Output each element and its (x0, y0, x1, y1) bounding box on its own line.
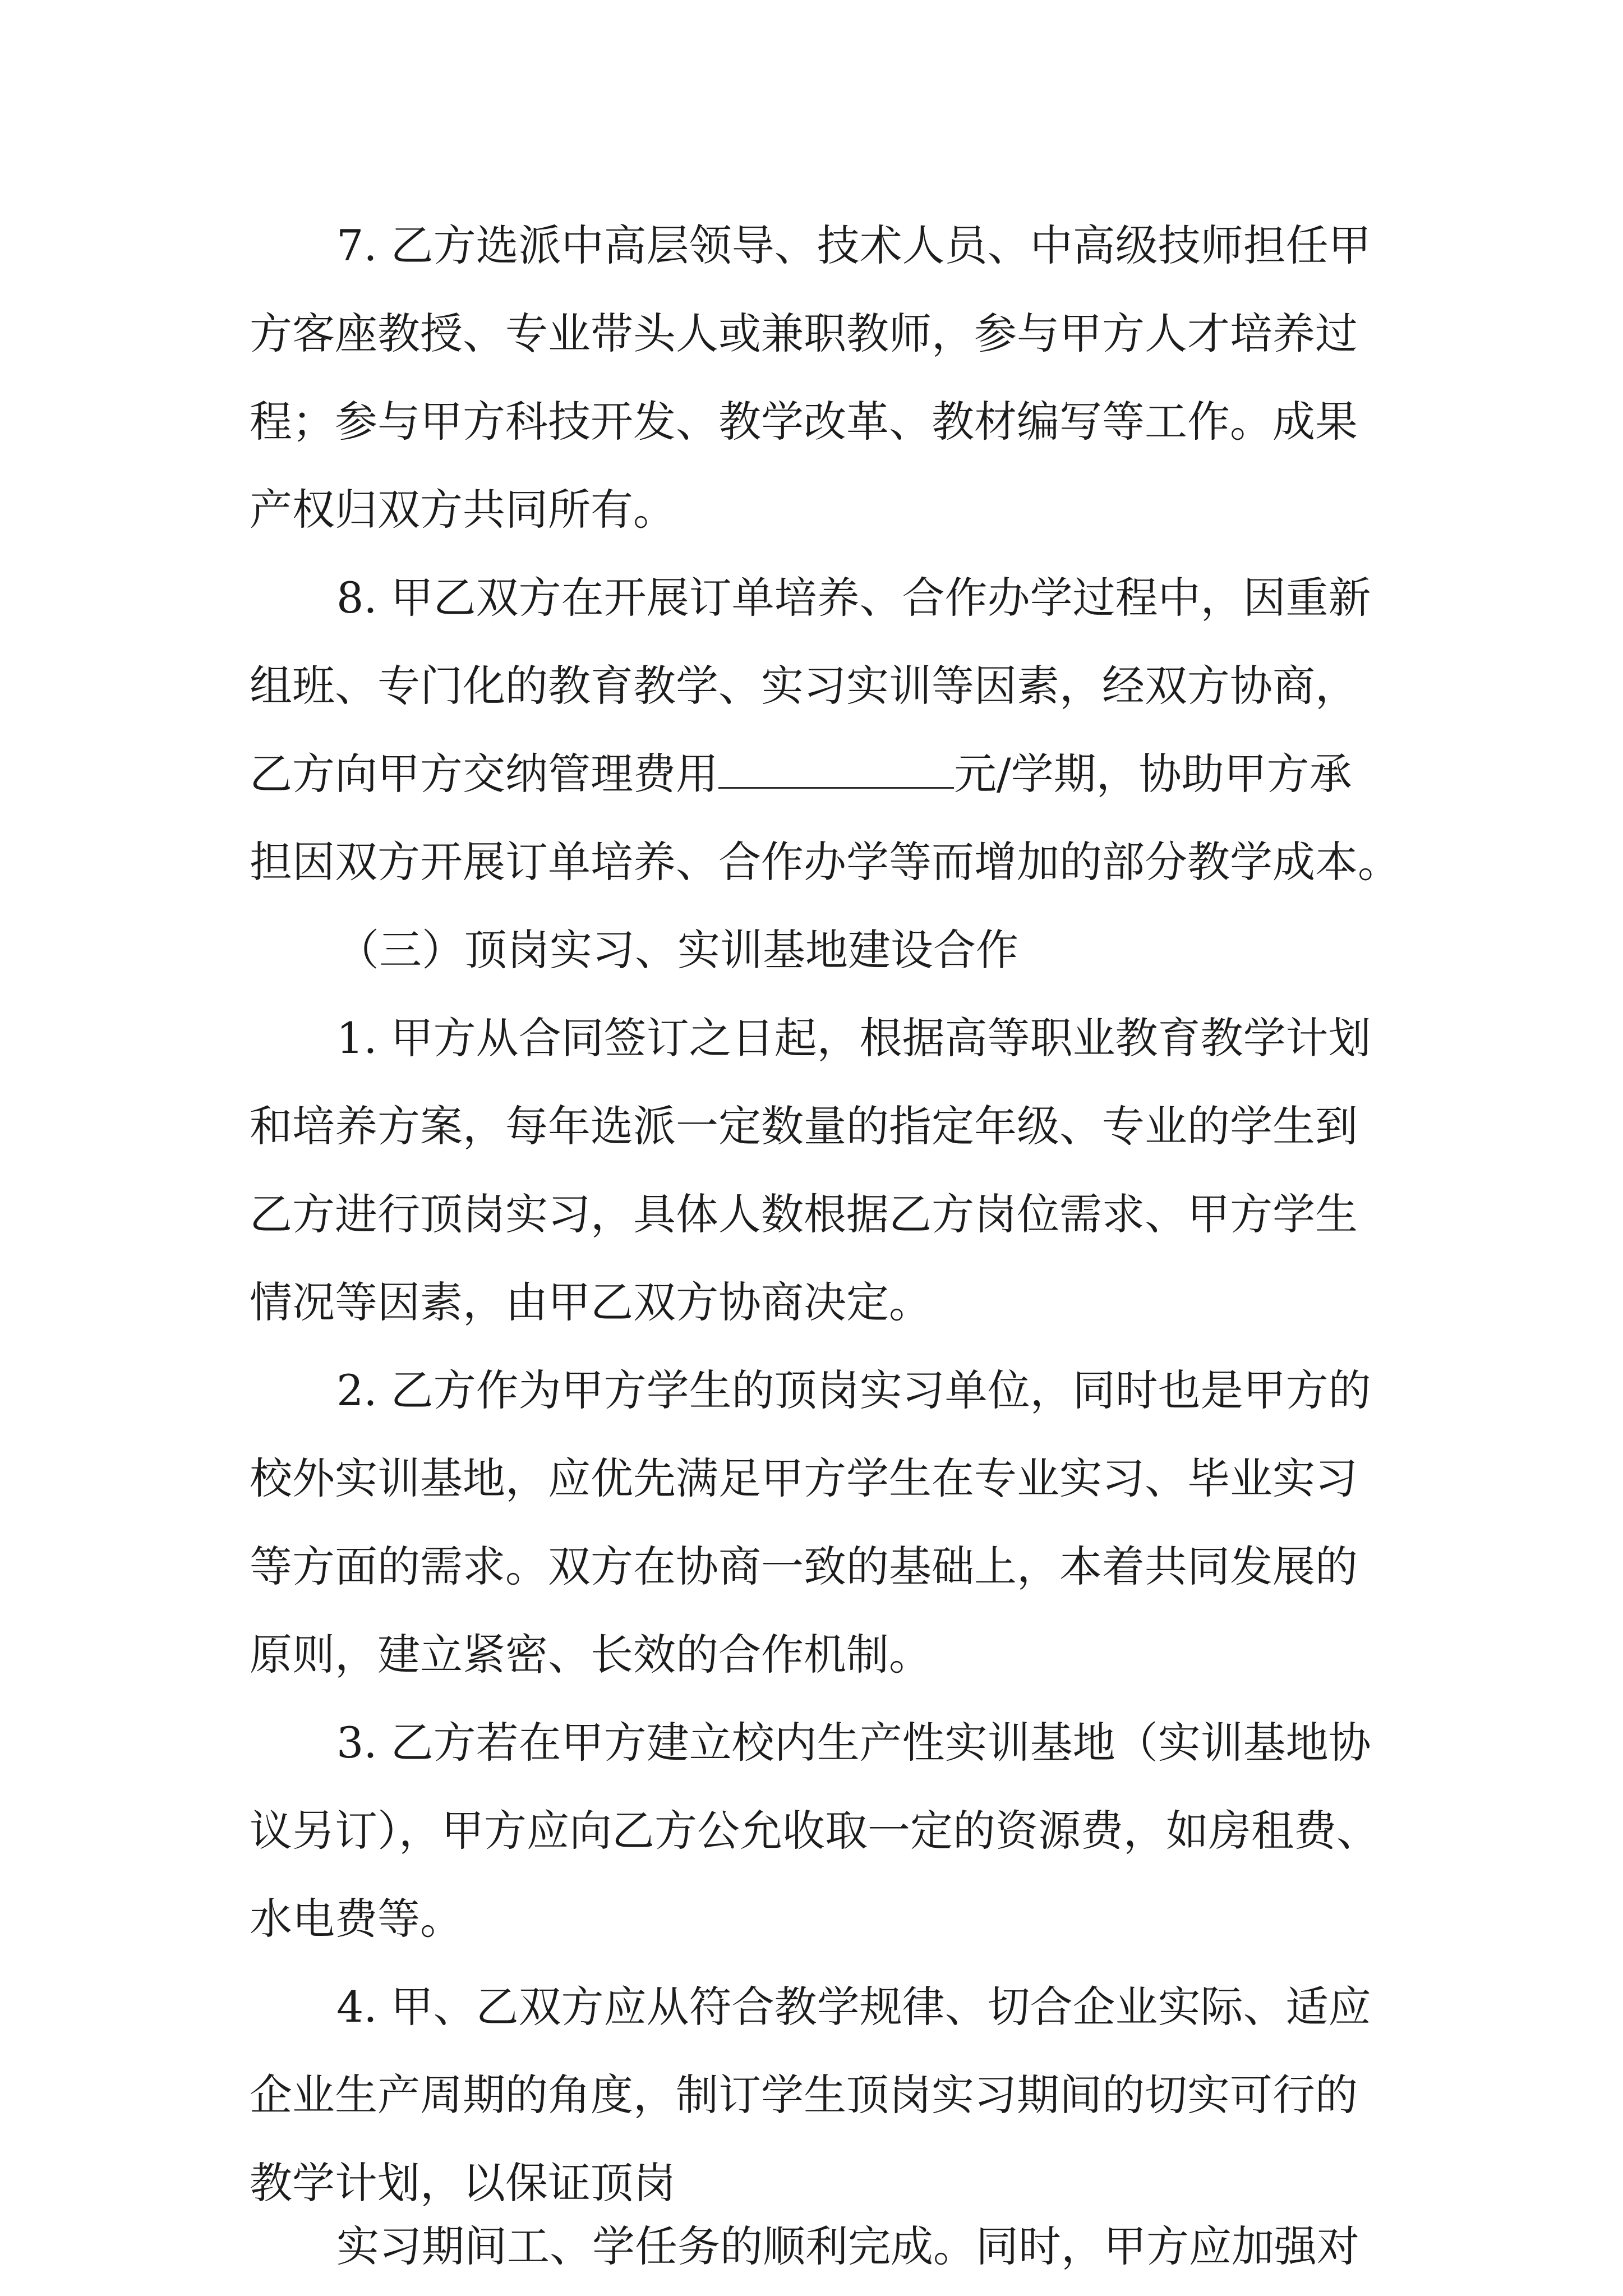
section-3-item-1-line-3: 乙方进行顶岗实习，具体人数根据乙方岗位需求、甲方学生 (250, 1189, 1358, 1239)
paragraph-8-line-2: 组班、专门化的教育教学、实习实训等因素，经双方协商， (250, 661, 1358, 711)
paragraph-8-line-4: 担因双方开展订单培养、合作办学等而增加的部分教学成本。 (250, 837, 1400, 887)
section-3-item-2-line-1: 2. 乙方作为甲方学生的顶岗实习单位，同时也是甲方的 (336, 1365, 1371, 1415)
section-3-item-3-line-2: 议另订），甲方应向乙方公允收取一定的资源费，如房租费、 (250, 1806, 1379, 1856)
section-3-item-4-continuation: 实习期间工、学任务的顺利完成。同时，甲方应加强对 (336, 2221, 1359, 2271)
paragraph-7-line-4: 产权归双方共同所有。 (250, 485, 676, 535)
section-3-item-4-line-2: 企业生产周期的角度，制订学生顶岗实习期间的切实可行的 (250, 2070, 1358, 2120)
fee-line-suffix: 元/学期，协助甲方承 (954, 749, 1352, 799)
section-3-item-2-line-2: 校外实训基地，应优先满足甲方学生在专业实习、毕业实习 (250, 1453, 1358, 1503)
section-3-item-3-line-3: 水电费等。 (250, 1894, 463, 1944)
paragraph-8-line-1: 8. 甲乙双方在开展订单培养、合作办学过程中，因重新 (336, 573, 1371, 623)
section-3-item-4-line-3: 教学计划，以保证顶岗 (250, 2158, 676, 2208)
fee-amount-blank (718, 742, 954, 789)
section-3-item-1-line-4: 情况等因素，由甲乙双方协商决定。 (250, 1277, 932, 1327)
fee-line-prefix: 乙方向甲方交纳管理费用 (250, 749, 718, 799)
paragraph-8-fee-line (0, 729, 1623, 819)
section-3-item-1-line-1: 1. 甲方从合同签订之日起，根据高等职业教育教学计划 (336, 1013, 1371, 1063)
section-3-item-1-line-2: 和培养方案，每年选派一定数量的指定年级、专业的学生到 (250, 1101, 1358, 1151)
section-3-item-2-line-4: 原则，建立紧密、长效的合作机制。 (250, 1630, 932, 1680)
paragraph-7-line-3: 程；参与甲方科技开发、教学改革、教材编写等工作。成果 (250, 397, 1358, 447)
section-3-item-3-line-1: 3. 乙方若在甲方建立校内生产性实训基地（实训基地协 (336, 1718, 1371, 1768)
paragraph-7-line-2: 方客座教授、专业带头人或兼职教师，参与甲方人才培养过 (250, 309, 1358, 358)
section-3-item-4-line-1: 4. 甲、乙双方应从符合教学规律、切合企业实际、适应 (336, 1982, 1371, 2032)
section-3-heading: （三）顶岗实习、实训基地建设合作 (336, 925, 1018, 975)
section-3-item-2-line-3: 等方面的需求。双方在协商一致的基础上，本着共同发展的 (250, 1542, 1358, 1591)
paragraph-7-line-1: 7. 乙方选派中高层领导、技术人员、中高级技师担任甲 (336, 220, 1371, 270)
